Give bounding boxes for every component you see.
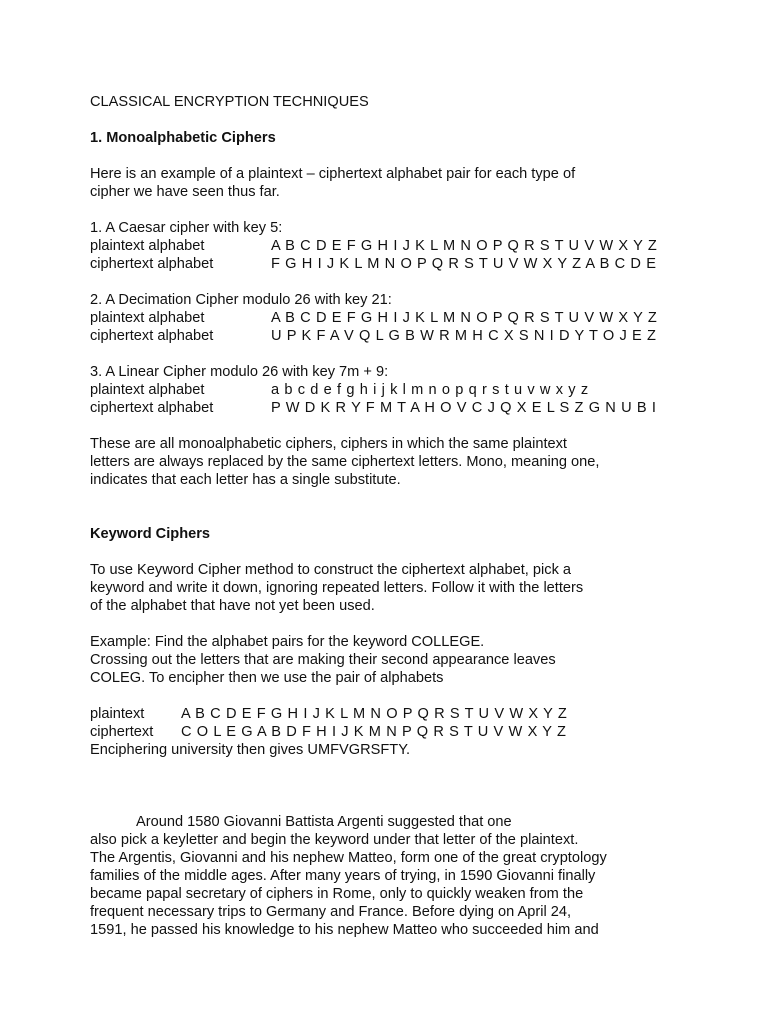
document-page (90, 93, 730, 939)
section-heading-keyword: Keyword Ciphers (90, 526, 211, 542)
example-heading-linear: 3. A Linear Cipher modulo 26 with key 7m + 9: (90, 364, 389, 380)
row-label: ciphertext alphabet (90, 400, 214, 416)
paragraph-line: families of the middle ages. After many years of trying, in 1590 Giovanni finally (90, 868, 596, 884)
row-alphabet: C O L E G A B D F H I J K M N P Q R S T U V W X Y Z (181, 724, 567, 740)
row-alphabet: A B C D E F G H I J K L M N O P Q R S T U V W X Y Z (271, 310, 658, 326)
paragraph-line: frequent necessary trips to Germany and France. Before dying on April 24, (90, 904, 572, 920)
paragraph-line: Around 1580 Giovanni Battista Argenti suggested that one (136, 814, 512, 830)
alphabet-row (90, 399, 730, 417)
row-alphabet: A B C D E F G H I J K L M N O P Q R S T U V W X Y Z (271, 238, 658, 254)
row-alphabet: P W D K R Y F M T A H O V C J Q X E L S Z G N U B I (271, 400, 657, 416)
row-label: ciphertext alphabet (90, 328, 214, 344)
row-label: ciphertext alphabet (90, 256, 214, 272)
alphabet-row (90, 381, 730, 399)
row-alphabet: a b c d e f g h i j k l m n o p q r s t u v w x y z (271, 382, 589, 398)
alphabet-row (90, 309, 730, 327)
alphabet-row (90, 705, 730, 723)
paragraph-line: also pick a keyletter and begin the keyword under that letter of the plaintext. (90, 832, 579, 848)
paragraph-line: To use Keyword Cipher method to construct the ciphertext alphabet, pick a (90, 562, 572, 578)
example-heading-decimation: 2. A Decimation Cipher modulo 26 with key 21: (90, 292, 392, 308)
paragraph-line: These are all monoalphabetic ciphers, ciphers in which the same plaintext (90, 436, 567, 452)
example-heading-caesar: 1. A Caesar cipher with key 5: (90, 220, 283, 236)
paragraph-line: COLEG. To encipher then we use the pair of alphabets (90, 670, 444, 686)
paragraph-line: of the alphabet that have not yet been used. (90, 598, 375, 614)
alphabet-row (90, 723, 730, 741)
row-label: plaintext alphabet (90, 238, 205, 254)
row-label: ciphertext (90, 724, 154, 740)
paragraph-line: keyword and write it down, ignoring repeated letters. Follow it with the letters (90, 580, 584, 596)
alphabet-row (90, 255, 730, 273)
paragraph-line: The Argentis, Giovanni and his nephew Matteo, form one of the great cryptology (90, 850, 607, 866)
row-alphabet: F G H I J K L M N O P Q R S T U V W X Y Z A B C D E (271, 256, 657, 272)
alphabet-row (90, 327, 730, 345)
paragraph-line: 1591, he passed his knowledge to his nephew Matteo who succeeded him and (90, 922, 599, 938)
paragraph-line: letters are always replaced by the same ciphertext letters. Mono, meaning one, (90, 454, 600, 470)
alphabet-row (90, 237, 730, 255)
document-title: CLASSICAL ENCRYPTION TECHNIQUES (90, 94, 369, 110)
row-label: plaintext alphabet (90, 382, 205, 398)
row-label: plaintext alphabet (90, 310, 205, 326)
row-label: plaintext (90, 706, 145, 722)
paragraph-line: became papal secretary of ciphers in Rome, only to quickly weaken from the (90, 886, 584, 902)
paragraph-line: Example: Find the alphabet pairs for the keyword COLLEGE. (90, 634, 485, 650)
paragraph-line: indicates that each letter has a single substitute. (90, 472, 401, 488)
paragraph-line: Here is an example of a plaintext – ciphertext alphabet pair for each type of (90, 166, 576, 182)
section-heading-monoalphabetic: 1. Monoalphabetic Ciphers (90, 130, 276, 146)
row-alphabet: U P K F A V Q L G B W R M H C X S N I D Y T O J E Z (271, 328, 657, 344)
result-line: Enciphering university then gives UMFVGRSFTY. (90, 742, 411, 758)
paragraph-line: cipher we have seen thus far. (90, 184, 280, 200)
paragraph-line: Crossing out the letters that are making their second appearance leaves (90, 652, 556, 668)
row-alphabet: A B C D E F G H I J K L M N O P Q R S T U V W X Y Z (181, 706, 568, 722)
